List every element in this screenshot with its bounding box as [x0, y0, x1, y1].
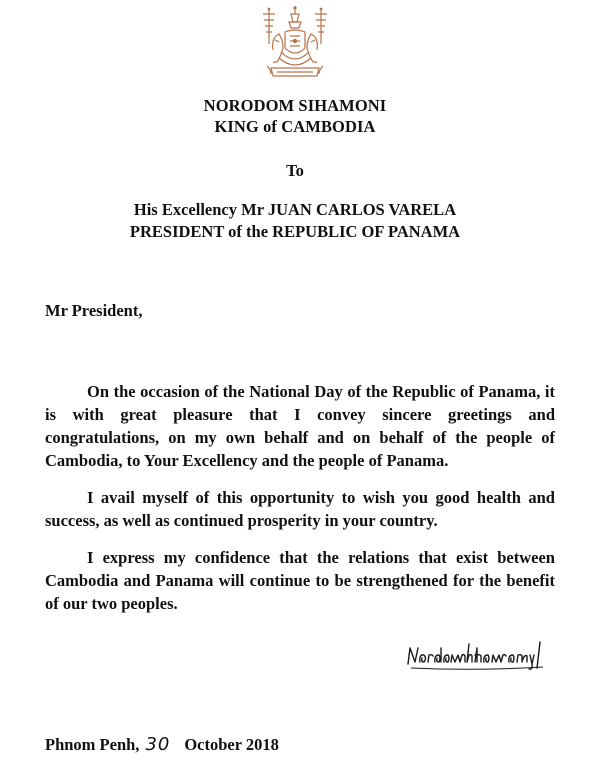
- date-line: [45, 734, 279, 755]
- paragraph-wishes: I avail myself of this opportunity to wish you good health and success, as well as continued prosperity in your country.: [45, 488, 555, 530]
- to-label: To: [286, 161, 304, 180]
- sender-name: NORODOM SIHAMONI: [203, 96, 387, 115]
- place-label: Phnom Penh,: [45, 735, 140, 754]
- recipient-title: PRESIDENT of the REPUBLIC OF PANAMA: [129, 222, 461, 241]
- salutation: Mr President,: [45, 301, 143, 320]
- handwritten-signature-icon: [405, 638, 555, 672]
- royal-coat-of-arms-icon: [257, 4, 333, 84]
- recipient-name: His Excellency Mr JUAN CARLOS VARELA: [133, 200, 457, 219]
- handwritten-day: 30: [145, 734, 171, 755]
- sender-title: KING of CAMBODIA: [214, 117, 376, 136]
- paragraph-greetings: On the occasion of the National Day of the Republic of Panama, it is with great pleasure that I convey sincere greetings and congratulations, on my own behalf and on behalf of the people of Cambodia, to Your Excellency and the people of Panama.: [45, 382, 555, 470]
- month-year-label: October 2018: [184, 735, 279, 754]
- paragraph-relations: I express my confidence that the relations that exist between Cambodia and Panama will continue to be strengthened for the benefit of our two peoples.: [45, 548, 555, 613]
